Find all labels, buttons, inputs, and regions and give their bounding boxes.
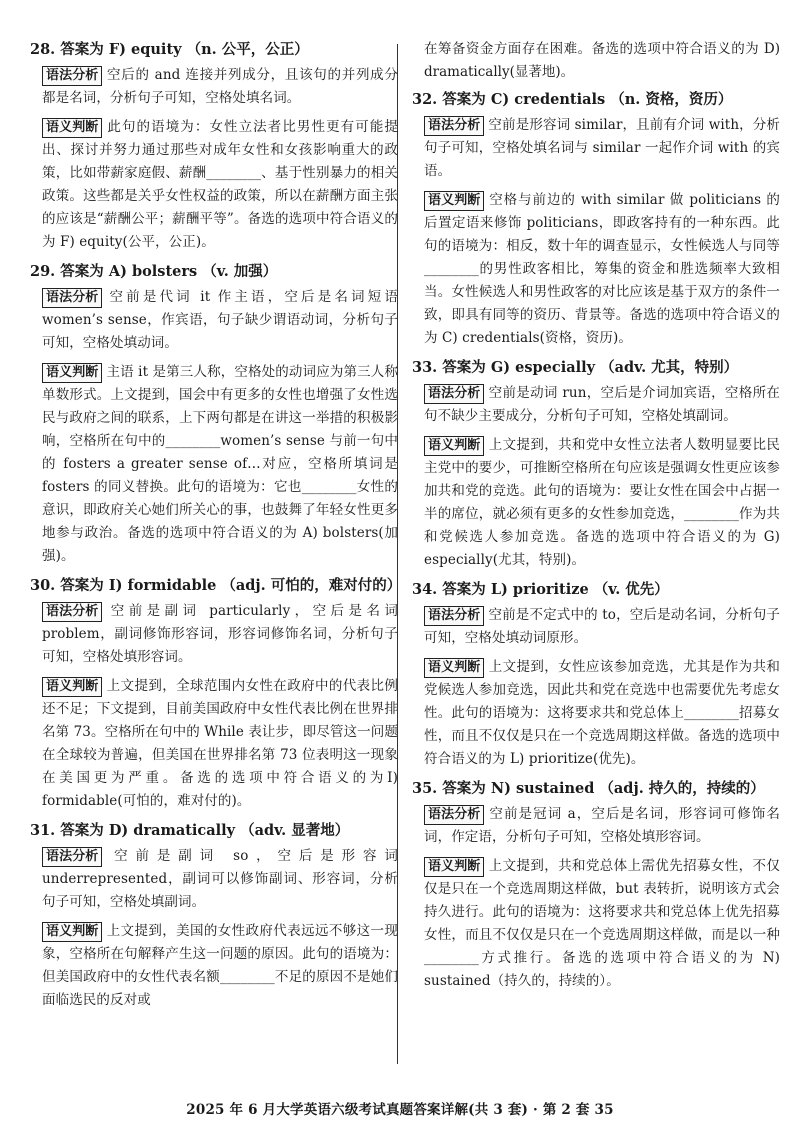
- analysis-text: 空前是形容词 similar，且前有介词 with，分析句子可知，空格处填名词与 similar 一起作介词 with 的宾语。: [424, 117, 780, 179]
- analysis-paragraph: [412, 382, 780, 428]
- answer-heading: 33. 答案为 G) especially （adv. 尤其，特别）: [412, 359, 739, 376]
- left-column: [30, 38, 402, 1018]
- answer-item: [30, 819, 398, 1012]
- answer-item: [30, 574, 402, 813]
- analysis-tag: 语法分析: [42, 288, 102, 308]
- analysis-text: 上文提到，共和党总体上需优先招募女性，不仅仅是只在一个竞选周期这样做，but 表转折，说明该方式会持久进行。此句的语境为：这将要求共和党总体上优先招募女性，而且不仅仅是只在一个竞选周期这样做，而是以一种________方式推行。备选的选项中符合语义的为 N) sustained（持久的，持续的）。: [424, 858, 780, 989]
- analysis-tag: 语法分析: [424, 805, 484, 825]
- analysis-tag: 语法分析: [42, 66, 102, 86]
- analysis-tag: 语法分析: [42, 847, 102, 867]
- analysis-paragraph: [30, 361, 398, 568]
- analysis-tag: 语义判断: [424, 857, 484, 877]
- answer-item: [30, 260, 398, 568]
- page-footer: 2025 年 6 月大学英语六级考试真题答案详解(共 3 套) · 第 2 套 35: [186, 1102, 614, 1118]
- analysis-text: 上文提到，女性应该参加竞选，尤其是作为共和党候选人参加竞选，因此共和党在竞选中也需要优先考虑女性。此句的语境为：这将要求共和党总体上________招募女性，而且不仅仅是只在一个竞选周期这样做。备选的选项中符合语义的为 L) prioritize(优先)。: [424, 659, 780, 767]
- analysis-paragraph: [412, 604, 780, 650]
- analysis-text: 上文提到，美国的女性政府代表远远不够这一现象，空格所在句解释产生这一问题的原因。此句的语境为：但美国政府中的女性代表名额________不足的原因不是她们面临选民的反对或: [42, 923, 398, 1008]
- analysis-tag: 语义判断: [42, 922, 102, 942]
- answer-heading: 32. 答案为 C) credentials （n. 资格，资历）: [412, 91, 733, 108]
- answer-heading: 35. 答案为 N) sustained （adj. 持久的，持续的）: [412, 780, 765, 797]
- analysis-text: 主语 it 是第三人称，空格处的动词应为第三人称单数形式。上文提到，国会中有更多的女性也增强了女性选民与政府之间的联系，上下两句都是在讲这一举措的积极影响，空格所在句中的________women’s sense 与前一句中的 fosters a greater sense of…对应，空格所填词是 fosters 的同义替换。此句的语境为：它也________女性的意识，即政府关心她们所关心的事，也鼓舞了年轻女性更多地参与政治。备选的选项中符合语义的为 A) bolsters(加强)。: [42, 364, 398, 564]
- analysis-tag: 语法分析: [424, 116, 484, 136]
- analysis-paragraph: [30, 845, 398, 914]
- analysis-paragraph: [30, 600, 398, 669]
- answer-item: [412, 356, 780, 572]
- analysis-paragraph: [412, 189, 780, 350]
- answer-heading: 30. 答案为 I) formidable （adj. 可怕的，难对付的）: [30, 577, 402, 594]
- analysis-text: 此句的语境为：女性立法者比男性更有可能提出、探讨并努力通过那些对成年女性和女孩影响重大的政策，比如带薪家庭假、薪酬________、基于性别暴力的相关政策。这些都是关乎女性权益的政策，所以在薪酬方面主张的应该是“薪酬公平；薪酬平等”。备选的选项中符合语义的为 F) equity(公平，公正)。: [42, 119, 398, 250]
- analysis-tag: 语义判断: [424, 658, 484, 678]
- analysis-tag: 语义判断: [424, 436, 484, 456]
- analysis-tag: 语法分析: [424, 606, 484, 626]
- analysis-paragraph: [412, 803, 780, 849]
- analysis-paragraph: [30, 116, 398, 254]
- analysis-paragraph: [412, 434, 780, 572]
- analysis-paragraph: [30, 675, 398, 813]
- answer-heading: 28. 答案为 F) equity （n. 公平，公正）: [30, 41, 309, 58]
- column-divider: [397, 44, 398, 1064]
- analysis-tag: 语义判断: [424, 191, 484, 211]
- answer-heading: 31. 答案为 D) dramatically （adv. 显著地）: [30, 822, 350, 839]
- analysis-paragraph: [30, 286, 398, 355]
- analysis-text: 空前是不定式中的 to，空后是动名词，分析句子可知，空格处填动词原形。: [424, 607, 780, 646]
- analysis-paragraph: [412, 855, 780, 993]
- analysis-tag: 语义判断: [42, 677, 102, 697]
- answer-item: [412, 777, 780, 993]
- analysis-text: 空格与前边的 with similar 做 politicians 的后置定语来修饰 politicians，即政客持有的一种东西。此句的语境为：相反，数十年的调查显示，女性候选人与同等________的男性政客相比，筹集的资金和胜选频率大致相当。女性候选人和男性政客的对比应该是基于双方的条件一致，即具有同等的资历、背景等。备选的选项中符合语义的为 C) credentials(资格，资历)。: [424, 192, 780, 346]
- analysis-paragraph: [412, 656, 780, 771]
- analysis-tag: 语义判断: [42, 118, 102, 138]
- analysis-text: 空后的 and 连接并列成分，且该句的并列成分都是名词，分析句子可知，空格处填名词。: [42, 67, 398, 106]
- analysis-text: 空前是副词 particularly，空后是名词 problem，副词修饰形容词，形容词修饰名词，分析句子可知，空格处填形容词。: [42, 603, 398, 665]
- analysis-text: 空前是动词 run，空后是介词加宾语，空格所在句不缺少主要成分，分析句子可知，空格处填副词。: [424, 385, 780, 424]
- answer-heading: 29. 答案为 A) bolsters （v. 加强）: [30, 263, 278, 280]
- answer-item: [30, 38, 398, 254]
- answer-item: [412, 88, 780, 350]
- analysis-paragraph: [412, 114, 780, 183]
- answer-item: [412, 578, 780, 771]
- analysis-tag: 语法分析: [42, 602, 102, 622]
- analysis-text: 空前是代词 it 作主语，空后是名词短语 women’s sense，作宾语，句子缺少谓语动词，分析句子可知，空格处填动词。: [42, 289, 398, 351]
- analysis-paragraph: [30, 64, 398, 110]
- analysis-paragraph: [30, 920, 398, 1012]
- answer-heading: 34. 答案为 L) prioritize （v. 优先）: [412, 581, 669, 598]
- analysis-text: 空前是副词 so，空后是形容词 underrepresented，副词可以修饰副词、形容词，分析句子可知，空格处填副词。: [42, 848, 398, 910]
- analysis-text: 上文提到，全球范围内女性在政府中的代表比例还不足；下文提到，目前美国政府中女性代表比例在世界排名第 73。空格所在句中的 While 表让步，即尽管这一问题在全球较为普遍，但美国在世界排名第 73 位表明这一现象在美国更为严重。备选的选项中符合语义的为I) formidable(可怕的，难对付的)。: [42, 678, 398, 809]
- analysis-text: 空前是冠词 a，空后是名词，形容词可修饰名词，作定语，分析句子可知，空格处填形容词。: [424, 806, 780, 845]
- analysis-tag: 语义判断: [42, 363, 102, 383]
- analysis-tag: 语法分析: [424, 384, 484, 404]
- analysis-text: 上文提到，共和党中女性立法者人数明显要比民主党中的要少，可推断空格所在句应该是强调女性更应该参加共和党的竞选。此句的语境为：要让女性在国会中占据一半的席位，就必须有更多的女性参加竞选，________作为共和党候选人参加竞选。备选的选项中符合语义的为 G) especially(尤其，特别)。: [424, 437, 780, 568]
- right-column: [412, 38, 780, 999]
- continuation-text: 在筹备资金方面存在困难。备选的选项中符合语义的为 D) dramatically(显著地)。: [424, 41, 780, 80]
